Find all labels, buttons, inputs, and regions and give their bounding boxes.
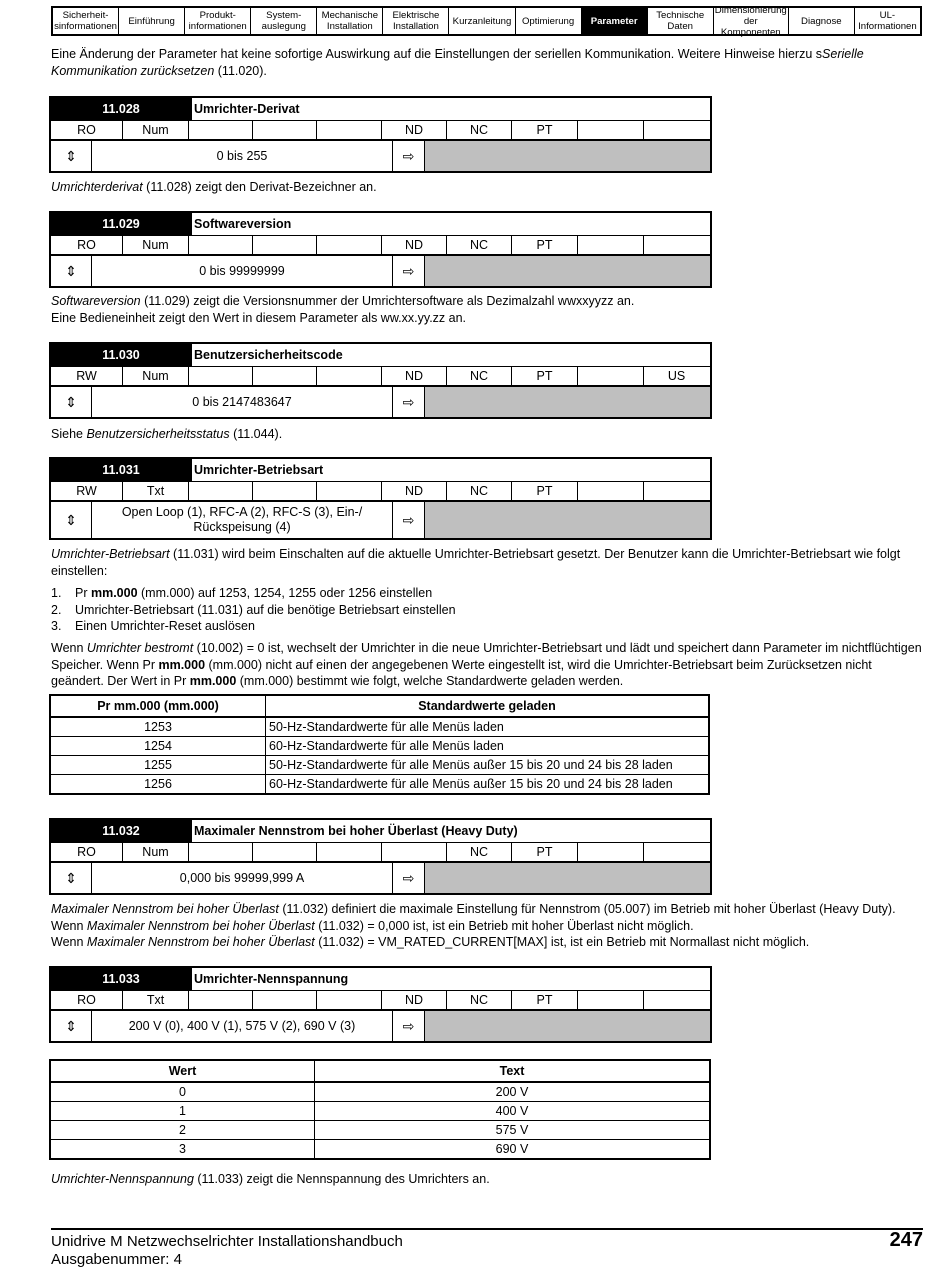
code-cell: RO: [51, 121, 123, 139]
code-cell: [253, 843, 317, 861]
code-cell: [578, 991, 644, 1009]
desc-11030: [51, 426, 923, 443]
table-cell: 400 V: [315, 1102, 711, 1121]
desc-bold: mm.000: [158, 657, 206, 672]
param-default: [424, 256, 710, 286]
table-cell: 575 V: [315, 1121, 711, 1140]
voltage-table: [49, 1059, 711, 1160]
param-default: [424, 502, 710, 538]
code-cell: [317, 991, 382, 1009]
param-range: 0,000 bis 99999,999 A: [92, 863, 393, 893]
steps-list: [51, 585, 456, 635]
bidirectional-arrow-icon: ⇕: [51, 141, 92, 171]
desc-bold: mm.000: [189, 674, 237, 688]
page-number: 247: [889, 1229, 923, 1251]
code-cell: [189, 121, 253, 139]
desc-text: (11.028) zeigt den Derivat-Bezeichner an.: [142, 180, 377, 194]
code-cell: ND: [382, 236, 447, 254]
table-header: Standardwerte geladen: [266, 695, 710, 717]
right-arrow-icon: ⇨: [402, 147, 415, 164]
desc-text: (mm.000) nicht auf einen der angegebenen Werte eingestellt ist, wird die Umrichter-Betriebsart beim Zurücksetzen nicht geändert. Der Wert in Pr: [51, 657, 872, 688]
table-header: Wert: [50, 1060, 315, 1082]
intro-ref: (11.020).: [214, 63, 267, 78]
code-cell: [253, 367, 317, 385]
defaults-table: [49, 694, 710, 795]
step-text: Einen Umrichter-Reset auslösen: [75, 619, 255, 633]
param-default: [424, 1011, 710, 1041]
param-default: [424, 863, 710, 893]
table-row: [50, 1102, 710, 1121]
table-row: [50, 775, 709, 795]
code-cell: PT: [512, 367, 578, 385]
param-ref: Softwareversion: [51, 294, 141, 308]
desc-11028: [51, 179, 923, 196]
code-cell: [317, 367, 382, 385]
param-name: Benutzersicherheitscode: [191, 344, 710, 366]
code-cell: NC: [447, 367, 512, 385]
table-row: [50, 756, 709, 775]
table-cell: 1253: [50, 717, 266, 737]
code-cell: NC: [447, 843, 512, 861]
desc-text: Wenn: [51, 935, 87, 949]
code-cell: [317, 121, 382, 139]
list-item: [51, 585, 456, 602]
right-arrow-icon: ⇨: [402, 393, 415, 410]
chapter-nav: [51, 6, 922, 36]
tab-sicherheitsinformationen[interactable]: Sicherheit- sinformationen: [53, 8, 119, 34]
table-row: [50, 1140, 710, 1160]
desc-11032: [51, 901, 923, 951]
code-cell: Txt: [123, 991, 189, 1009]
code-cell: ND: [382, 991, 447, 1009]
table-row: [50, 717, 709, 737]
table-cell: 1256: [50, 775, 266, 795]
bidirectional-arrow-icon: ⇕: [51, 863, 92, 893]
right-arrow-icon: ⇨: [402, 1017, 415, 1034]
code-cell: ND: [382, 121, 447, 139]
code-cell: [644, 482, 709, 500]
desc-11031: [51, 546, 923, 579]
step-text-bold: mm.000: [90, 586, 138, 600]
param-codes: [51, 843, 710, 863]
code-cell: US: [667, 369, 686, 383]
table-cell: 2: [50, 1121, 315, 1140]
code-cell: Num: [123, 236, 189, 254]
tab-parameter[interactable]: Parameter: [582, 8, 648, 34]
step-text: (mm.000) auf 1253, 1254, 1255 oder 1256 einstellen: [137, 586, 433, 600]
footer-issue: Ausgabenummer: 4: [51, 1251, 182, 1268]
table-cell: 0: [50, 1082, 315, 1102]
param-codes: [51, 991, 710, 1011]
param-ref: Maximaler Nennstrom bei hoher Überlast: [51, 902, 279, 916]
code-cell: PT: [512, 482, 578, 500]
param-box-11030: [49, 342, 712, 419]
table-cell: 1254: [50, 737, 266, 756]
step-text: Pr: [75, 586, 91, 600]
table-cell: 1: [50, 1102, 315, 1121]
param-name: Softwareversion: [191, 213, 710, 235]
table-header: Text: [315, 1060, 711, 1082]
right-arrow-icon: ⇨: [402, 262, 415, 279]
code-cell: [189, 236, 253, 254]
table-cell: 690 V: [315, 1140, 711, 1160]
code-cell: [644, 991, 709, 1009]
intro-paragraph: [51, 46, 923, 79]
param-name: Umrichter-Betriebsart: [191, 459, 710, 481]
param-number: 11.033: [51, 968, 191, 990]
list-item: [51, 602, 456, 619]
code-cell: [317, 482, 382, 500]
param-range: 0 bis 2147483647: [92, 387, 393, 417]
param-range: 0 bis 255: [92, 141, 393, 171]
param-number: 11.032: [51, 820, 191, 842]
footer-divider: [51, 1228, 923, 1230]
table-cell: 1255: [50, 756, 266, 775]
serial-reset-link[interactable]: Serielle Kommunikation zurücksetzen: [51, 47, 864, 78]
code-cell: [578, 367, 644, 385]
code-cell: [189, 482, 253, 500]
tab-systemauslegung[interactable]: System- auslegung: [251, 8, 317, 34]
code-cell: [189, 367, 253, 385]
desc-text: (11.032) definiert die maximale Einstellung für Nennstrom (05.007) im Betrieb mit hoher Überlast (Heavy Duty). Wenn: [51, 902, 896, 933]
code-cell: PT: [512, 236, 578, 254]
desc-text: (mm.000) bestimmt wie folgt, welche Standardwerte geladen werden.: [236, 674, 624, 688]
desc-text: (10.002) = 0 ist, wechselt der Umrichter in die neue Umrichter-Betriebsart und lädt und speichert dann Parameter im nichtflüchtigen Speicher. Wenn Pr: [51, 641, 922, 672]
code-cell: Num: [123, 367, 189, 385]
desc-text: Wenn: [51, 641, 87, 655]
code-cell: [578, 121, 644, 139]
param-box-11033: [49, 966, 712, 1043]
table-row: [50, 1121, 710, 1140]
code-cell: ND: [382, 482, 447, 500]
param-box-11028: [49, 96, 712, 173]
code-cell: [189, 843, 253, 861]
desc-text: (11.029) zeigt die Versionsnummer der Umrichtersoftware als Dezimalzahl wwxxyyzz an.: [140, 294, 635, 308]
param-ref: Maximaler Nennstrom bei hoher Überlast: [86, 918, 315, 933]
code-cell: RO: [51, 991, 123, 1009]
step-text: Umrichter-Betriebsart (11.031) auf die benötige Betriebsart einstellen: [75, 602, 456, 617]
code-cell: [578, 236, 644, 254]
code-cell: [317, 236, 382, 254]
code-cell: [253, 236, 317, 254]
code-cell: RW: [51, 482, 123, 500]
desc-text: (11.032) = VM_RATED_CURRENT[MAX] ist, ist ein Betrieb mit Normallast nicht möglich.: [314, 935, 810, 949]
table-row: [50, 1082, 710, 1102]
code-cell: RO: [51, 236, 123, 254]
code-cell: [253, 121, 317, 139]
footer-title: Unidrive M Netzwechselrichter Installationshandbuch: [51, 1233, 403, 1250]
code-cell: [382, 843, 447, 861]
param-number: 11.028: [51, 98, 191, 120]
param-ref: Umrichterderivat: [51, 180, 143, 194]
code-cell: NC: [447, 991, 512, 1009]
bidirectional-arrow-icon: ⇕: [51, 1011, 92, 1041]
intro-text: Eine Änderung der Parameter hat keine sofortige Auswirkung auf die Einstellungen der seriellen Kommunikation. Weitere Hinweise hierzu s: [51, 47, 823, 61]
table-cell: 50-Hz-Standardwerte für alle Menüs außer 15 bis 20 und 24 bis 28 laden: [266, 756, 710, 775]
tab-dimensionierung[interactable]: Dimensionierung der Komponenten: [714, 4, 787, 38]
bidirectional-arrow-icon: ⇕: [51, 387, 92, 417]
param-default: [424, 387, 710, 417]
desc-text: (11.033) zeigt die Nennspannung des Umrichters an.: [193, 1172, 490, 1186]
desc-text: Siehe: [51, 427, 87, 441]
table-header: Pr mm.000 (mm.000): [50, 695, 266, 717]
desc-11029: [51, 293, 923, 326]
code-cell: NC: [447, 121, 512, 139]
code-cell: [253, 482, 317, 500]
param-name: Umrichter-Derivat: [191, 98, 710, 120]
tab-ul-informationen[interactable]: UL- Informationen: [858, 10, 917, 32]
code-cell: [189, 991, 253, 1009]
param-codes: [51, 236, 710, 256]
param-box-11029: [49, 211, 712, 288]
bidirectional-arrow-icon: ⇕: [51, 256, 92, 286]
tab-optimierung[interactable]: Optimierung: [516, 8, 582, 34]
table-cell: 3: [50, 1140, 315, 1160]
code-cell: NC: [447, 482, 512, 500]
code-cell: NC: [447, 236, 512, 254]
bidirectional-arrow-icon: ⇕: [51, 502, 92, 538]
right-arrow-icon: ⇨: [402, 511, 415, 528]
code-cell: RW: [51, 367, 123, 385]
desc-11033: [51, 1171, 923, 1188]
code-cell: [644, 121, 709, 139]
param-default: [424, 141, 710, 171]
param-box-11032: [49, 818, 712, 895]
desc-text: (11.031) wird beim Einschalten auf die aktuelle Umrichter-Betriebsart gesetzt. Der Benutzer kann die Umrichter-Betriebsart wie folgt einstellen:: [51, 547, 901, 578]
list-item: [51, 618, 456, 635]
param-codes: [51, 367, 710, 387]
tab-einfuehrung[interactable]: Einführung: [119, 8, 185, 34]
tab-elektrische-installation[interactable]: Elektrische Installation: [383, 8, 449, 34]
tab-kurzanleitung[interactable]: Kurzanleitung: [449, 8, 515, 34]
step-number: 2.: [51, 602, 62, 617]
code-cell: PT: [512, 121, 578, 139]
code-cell: RO: [51, 843, 123, 861]
code-cell: Num: [123, 843, 189, 861]
tab-mechanische-installation[interactable]: Mechanische Installation: [317, 8, 383, 34]
mode-change-paragraph: [51, 640, 923, 690]
desc-text: Eine Bedieneinheit zeigt den Wert in diesem Parameter als ww.xx.yy.zz an.: [51, 310, 467, 325]
tab-diagnose[interactable]: Diagnose: [789, 8, 855, 34]
param-range: Open Loop (1), RFC-A (2), RFC-S (3), Ein-/ Rückspeisung (4): [92, 502, 393, 538]
code-cell: [644, 843, 709, 861]
param-number: 11.030: [51, 344, 191, 366]
step-number: 1.: [51, 586, 62, 600]
desc-text: (11.032) = 0,000 ist, ist ein Betrieb mit hoher Überlast nicht möglich.: [314, 918, 694, 933]
param-box-11031: [49, 457, 712, 540]
param-codes: [51, 121, 710, 141]
param-name: Maximaler Nennstrom bei hoher Überlast (Heavy Duty): [191, 820, 710, 842]
code-cell: [578, 482, 644, 500]
param-number: 11.031: [51, 459, 191, 481]
table-cell: 60-Hz-Standardwerte für alle Menüs laden: [266, 737, 710, 756]
table-cell: 60-Hz-Standardwerte für alle Menüs außer 15 bis 20 und 24 bis 28 laden: [266, 775, 710, 795]
param-ref: Umrichter-Nennspannung: [51, 1172, 194, 1186]
tab-produktinformationen[interactable]: Produkt- informationen: [185, 8, 251, 34]
param-codes: [51, 482, 710, 502]
right-arrow-icon: ⇨: [402, 869, 415, 886]
code-cell: [644, 236, 709, 254]
code-cell: PT: [512, 843, 578, 861]
code-cell: PT: [512, 991, 578, 1009]
param-range: 200 V (0), 400 V (1), 575 V (2), 690 V (3): [92, 1011, 393, 1041]
table-cell: 50-Hz-Standardwerte für alle Menüs laden: [266, 717, 710, 737]
param-ref: Umrichter-Betriebsart: [51, 547, 170, 561]
code-cell: Txt: [123, 482, 189, 500]
param-range: 0 bis 99999999: [92, 256, 393, 286]
table-row: [50, 737, 709, 756]
param-ref: Benutzersicherheitsstatus: [86, 427, 230, 441]
tab-technische-daten[interactable]: Technische Daten: [648, 8, 714, 34]
code-cell: Num: [123, 121, 189, 139]
code-cell: ND: [382, 367, 447, 385]
code-cell: [578, 843, 644, 861]
param-name: Umrichter-Nennspannung: [191, 968, 710, 990]
param-ref: Maximaler Nennstrom bei hoher Überlast: [86, 935, 315, 949]
desc-text: (11.044).: [229, 427, 283, 441]
param-number: 11.029: [51, 213, 191, 235]
step-number: 3.: [51, 619, 62, 633]
code-cell: [317, 843, 382, 861]
code-cell: [253, 991, 317, 1009]
param-ref: Umrichter bestromt: [86, 641, 194, 655]
table-cell: 200 V: [315, 1082, 711, 1102]
